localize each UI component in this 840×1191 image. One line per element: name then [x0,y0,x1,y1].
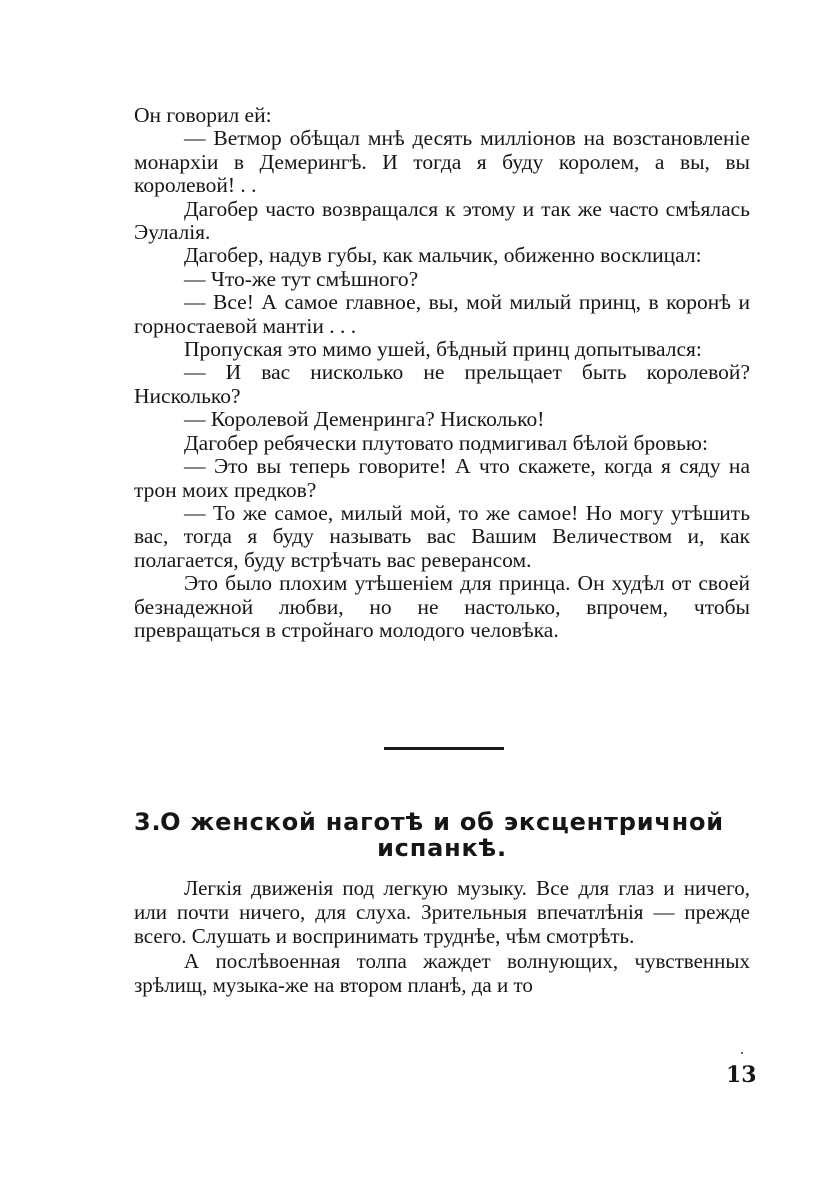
paragraph: — Это вы теперь говорите! А что скажете, когда я сяду на трон моих предков? [134,454,750,502]
paragraph: Дагобер часто возвращался к этому и так же часто смѣялась Эулалія. [134,196,750,245]
paragraph: — Королевой Деменринга? Нисколько! [184,407,545,432]
paragraph: — То же самое, милый мой, то же самое! Но могу утѣшить вас, тогда я буду называть вас Вашим Величеством и, как полагается, буду встрѣчать вас реверансом. [134,500,750,572]
paragraph: Пропуская это мимо ушей, бѣдный принц допытывался: [184,337,702,362]
chapter-number: 3. [134,808,162,836]
section-divider [384,747,504,750]
paragraph: — Что-же тут смѣшного? [184,266,419,291]
paragraph: Дагобер ребячески плутовато подмигивал бѣлой бровью: [184,430,708,455]
paragraph: — И вас нисколько не прельщает быть королевой? Нисколько? [134,360,750,408]
paragraph: Легкія движенія под легкую музыку. Все для глаз и ничего, или почти ничего, для слуха. Зрительныя впечатлѣнія — прежде всего. Слушать и воспринимать труднѣе, чѣм смотрѣть. [134,876,750,949]
text-block-chapter [134,876,750,997]
print-speck [741,1052,743,1054]
page-number: 13 [726,1062,757,1088]
paragraph: Это было плохим утѣшеніем для принца. Он худѣл от своей безнадежной любви, но не настолько, впрочем, чтобы превращаться в стройнаго молодого человѣка. [134,571,750,642]
text-block-dialogue [134,104,750,642]
chapter-title: О женской наготѣ и об эксцентричной испанкѣ. [160,808,724,862]
paragraph: — Ветмор обѣщал мнѣ десять милліонов на возстановленіе монархіи в Демерингѣ. И тогда я буду королем, а вы, вы королевой! . . [134,126,750,198]
paragraph: А послѣвоенная толпа жаждет волнующих, чувственных зрѣлищ, музыка-же на втором планѣ, да и то [134,948,750,997]
paragraph: Он говорил ей: [134,103,272,127]
paragraph: Дагобер, надув губы, как мальчик, обиженно восклицал: [184,243,702,268]
chapter-heading [134,809,750,861]
paragraph: — Все! А самое главное, вы, мой милый принц, в коронѣ и горностаевой мантіи . . . [134,290,750,338]
